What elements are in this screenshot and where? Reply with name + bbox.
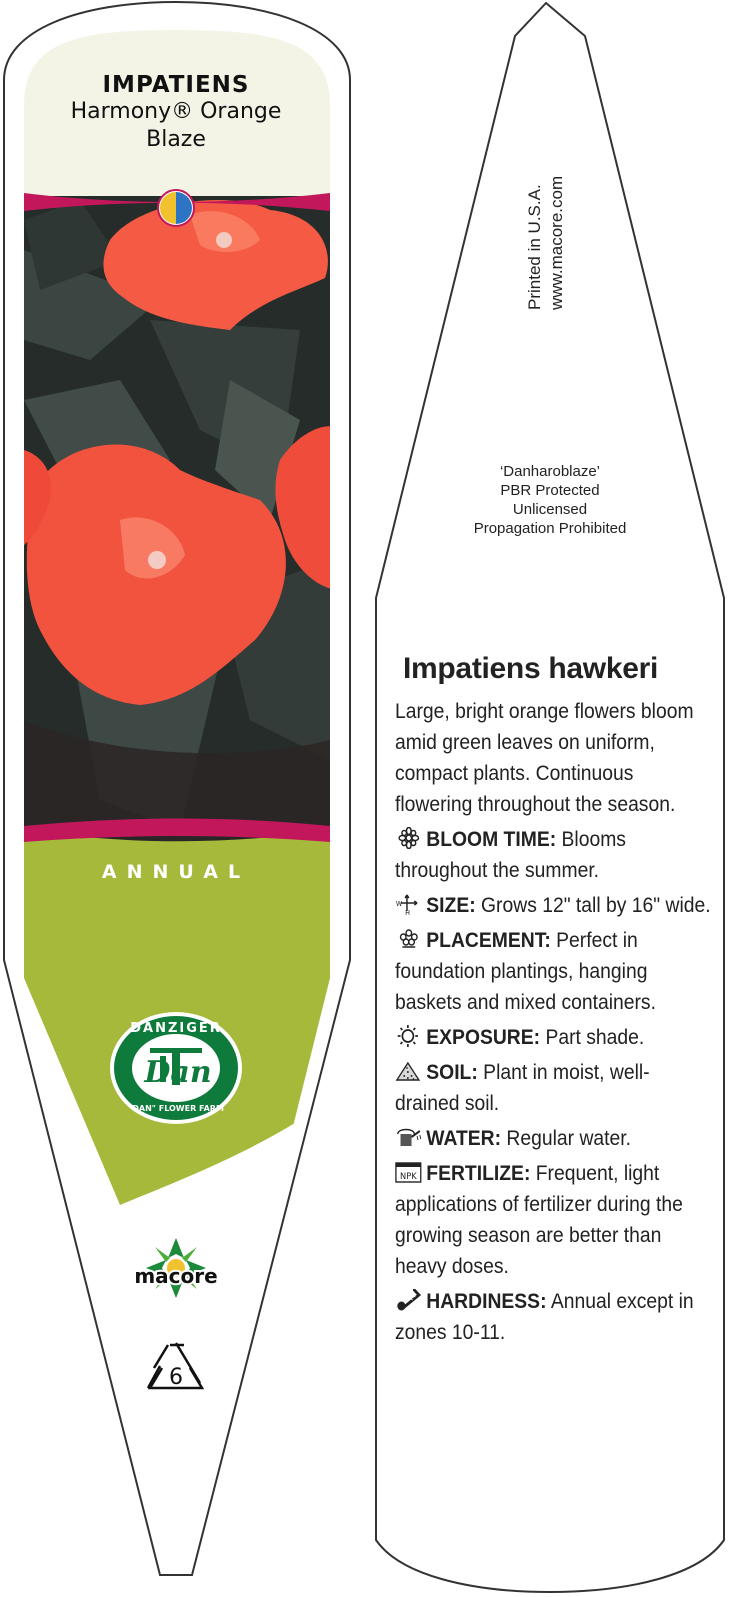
danziger-logo — [110, 1012, 242, 1124]
description: Large, bright orange flowers bloom amid green leaves on uniform, compact plants. Continuous flowering throughout the season. — [395, 700, 694, 816]
attr-text: Plant in moist, well-drained soil. — [395, 1061, 650, 1115]
attr-text: Grows 12" tall by 16" wide. — [481, 894, 711, 917]
attr-water — [395, 1123, 712, 1154]
attr-bloom-time — [395, 824, 712, 886]
watering-can-icon — [395, 1126, 423, 1148]
attr-hardiness — [395, 1286, 712, 1348]
attr-soil — [395, 1057, 712, 1119]
attr-label: BLOOM TIME: — [426, 828, 557, 851]
light-indicator-icon — [158, 190, 194, 226]
variety-name-line2: Blaze — [146, 127, 206, 152]
recycle-code: 6 — [169, 1365, 183, 1390]
npk-icon — [395, 1161, 423, 1183]
attr-label: EXPOSURE: — [426, 1026, 541, 1049]
front-title-block — [24, 72, 328, 154]
macore-text: macore — [134, 1264, 218, 1288]
pbr-notice — [440, 462, 660, 538]
attr-size — [395, 890, 712, 921]
soil-icon — [395, 1060, 423, 1082]
printed-line2: www.macore.com — [547, 175, 566, 310]
printed-line1: Printed in U.S.A. — [525, 184, 544, 310]
attr-exposure — [395, 1022, 712, 1053]
thermometer-icon — [395, 1289, 423, 1311]
species-name: Impatiens hawkeri — [403, 652, 658, 685]
category-label: ANNUAL — [101, 861, 251, 883]
attr-text: Regular water. — [506, 1127, 631, 1150]
flower-icon — [395, 827, 423, 849]
pbr-line: Unlicensed — [512, 501, 588, 518]
attr-text: Part shade. — [545, 1026, 645, 1049]
logo-monogram: Dan — [144, 1055, 212, 1090]
svg-text:NPK: NPK — [400, 1171, 417, 1183]
attr-label: PLACEMENT: — [426, 929, 551, 952]
flower-photo — [24, 196, 340, 846]
logo-bottom-text: "DAN" FLOWER FARM — [128, 1104, 224, 1113]
pbr-line: PBR Protected — [500, 482, 600, 499]
attr-text: Annual except in zones 10-11. — [395, 1290, 694, 1344]
attr-text: Frequent, light applications of fertilizer during the growing season are better than heavy doses. — [395, 1162, 683, 1278]
attr-label: WATER: — [426, 1127, 502, 1150]
size-icon — [395, 893, 423, 915]
attr-text: Blooms throughout the summer. — [395, 828, 626, 882]
care-info — [395, 650, 720, 1352]
placement-icon — [395, 928, 423, 950]
variety-name-line1: Harmony® Orange — [70, 99, 282, 124]
pbr-line: ‘Danharoblaze’ — [499, 463, 601, 480]
sun-icon — [395, 1025, 423, 1047]
svg-text:H: H — [405, 908, 410, 915]
attr-fertilize — [395, 1158, 712, 1282]
attr-label: FERTILIZE: — [426, 1162, 531, 1185]
logo-top-text: DANZIGER — [130, 1021, 222, 1036]
attr-label: SIZE: — [426, 894, 476, 917]
attr-placement — [395, 925, 712, 1018]
svg-text:W: W — [395, 899, 403, 909]
pbr-line: Propagation Prohibited — [473, 520, 627, 537]
attr-label: HARDINESS: — [426, 1290, 547, 1313]
attr-text: Perfect in foundation plantings, hanging baskets and mixed containers. — [395, 929, 656, 1014]
genus-name: IMPATIENS — [102, 72, 250, 98]
attr-label: SOIL: — [426, 1061, 478, 1084]
